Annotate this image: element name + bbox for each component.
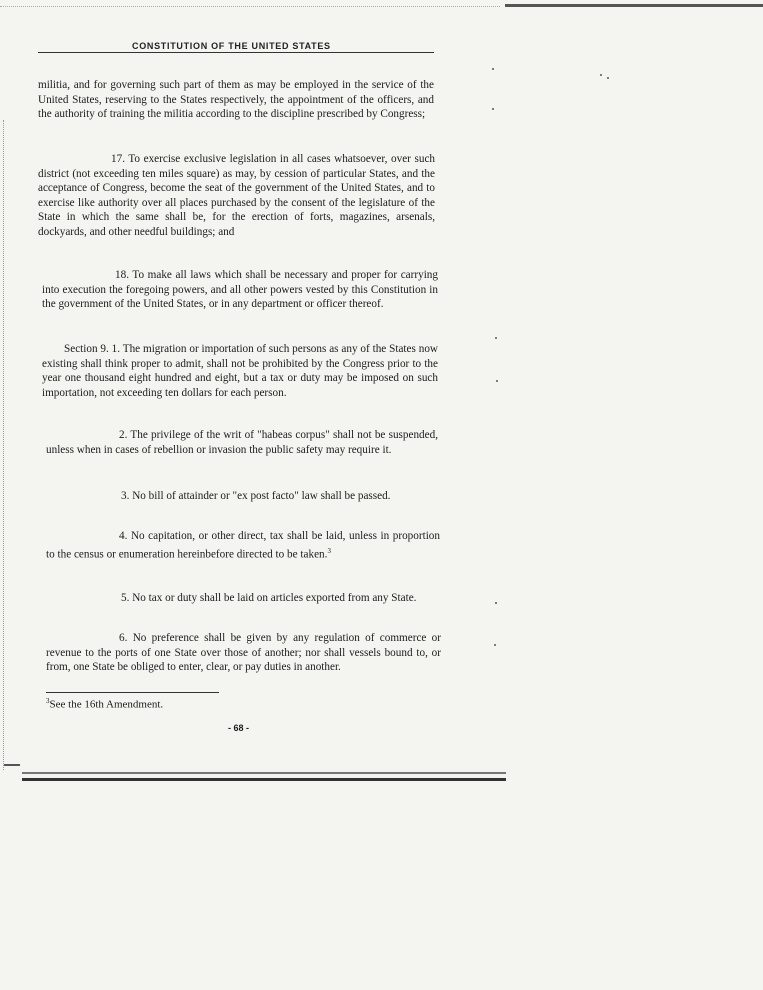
- scan-speck: [492, 108, 494, 110]
- scan-speck: [607, 77, 609, 79]
- scan-speck: [495, 602, 497, 604]
- scan-speck: [495, 337, 497, 339]
- scan-bottom-rule-thick: [22, 778, 506, 781]
- paragraph-clause-17: 17. To exercise exclusive legislation in all cases whatsoever, over such district (not exceeding ten miles square) as may, by cession of particular States, and the acceptance of Congress, become the seat of the government of the United States, and to exercise like authority over all places purchased by the consent of the legislature of the State in which the same shall be, for the erection of forts, magazines, arsenals, dockyards, and other needful buildings; and: [38, 153, 435, 238]
- scan-speck: [496, 380, 498, 382]
- footnote-rule: [46, 692, 219, 693]
- scan-left-edge: [3, 120, 4, 770]
- paragraph-section-9-1: Section 9. 1. The migration or importation of such persons as any of the States now existing shall think proper to admit, shall not be prohibited by the Congress prior to the year one thousand eight hundred and eight, but a tax or duty may be imposed on such importation, not exceeding ten dollars for each person.: [42, 343, 438, 399]
- paragraph-section-9-6: 6. No preference shall be given by any regulation of commerce or revenue to the ports of one State over those of another; nor shall vessels bound to, or from, one State be obliged to enter, clear, or pay duties in another.: [46, 632, 441, 674]
- paragraph-section-9-4: [46, 529, 440, 562]
- paragraph-section-9-4-text: 4. No capitation, or other direct, tax shall be laid, unless in proportion to the census or enumeration hereinbefore directed to be taken.: [46, 530, 440, 561]
- footnote: [46, 697, 163, 711]
- scan-speck: [600, 74, 602, 76]
- paragraph-section-9-5: 5. No tax or duty shall be laid on articles exported from any State.: [121, 592, 417, 604]
- running-header: CONSTITUTION OF THE UNITED STATES: [132, 41, 331, 51]
- paragraph-section-9-2: 2. The privilege of the writ of "habeas corpus" shall not be suspended, unless when in cases of rebellion or invasion the public safety may require it.: [46, 429, 438, 456]
- scan-top-dotted-edge: [0, 6, 500, 7]
- scan-bottom-rule-thin: [22, 772, 506, 774]
- scan-top-rule: [505, 4, 763, 7]
- header-rule: [38, 52, 434, 53]
- scan-speck: [494, 644, 496, 646]
- paragraph-section-9-3: 3. No bill of attainder or "ex post facto" law shall be passed.: [121, 490, 391, 502]
- footnote-marker: 3: [46, 697, 50, 705]
- page-number: - 68 -: [228, 723, 250, 733]
- footnote-text: See the 16th Amendment.: [49, 698, 164, 711]
- paragraph-militia: militia, and for governing such part of them as may be employed in the service of the United States, reserving to the States respectively, the appointment of the officers, and the authority of training the militia according to the discipline prescribed by Congress;: [38, 79, 434, 121]
- scan-bottom-left-mark: [4, 764, 20, 766]
- paragraph-clause-18: 18. To make all laws which shall be necessary and proper for carrying into execution the foregoing powers, and all other powers vested by this Constitution in the government of the United States, or in any department or officer thereof.: [42, 269, 438, 311]
- scan-speck: [492, 68, 494, 70]
- footnote-reference: 3: [327, 546, 331, 555]
